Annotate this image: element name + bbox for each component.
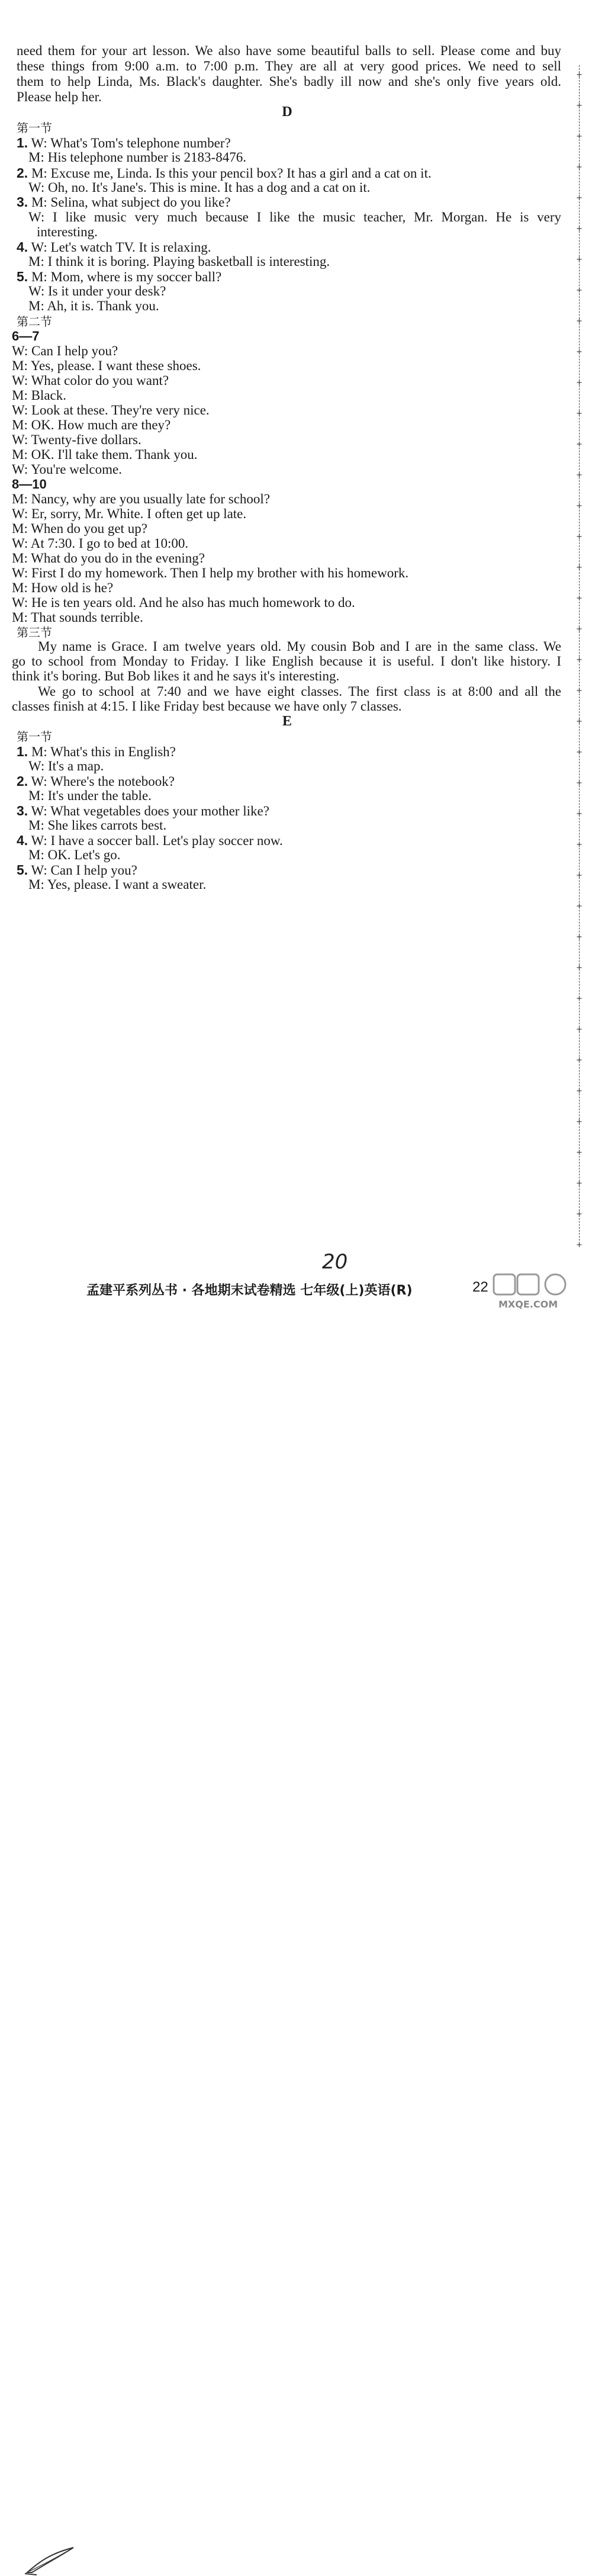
dialogue-line: W: Can I help you? [12,343,118,358]
question-number: 1. [17,135,28,150]
cut-mark: + [576,779,583,788]
cut-mark: + [576,1148,583,1157]
dialogue-line: W: I have a soccer ball. Let's play soccer now. [31,833,283,848]
story-line: go to school from Monday to Friday. I like English because it is useful. I don't like history. I [12,654,561,669]
cut-mark: + [576,1210,583,1219]
dialogue-line: M: Ah, it is. Thank you. [28,298,159,313]
part-label: 第一节 [17,730,52,744]
part-label: 第二节 [17,314,52,329]
dialogue-line: W: Where's the notebook? [31,774,175,789]
footer-series-text: 孟建平系列丛书 · 各地期末试卷精选 七年级(上)英语(R) [86,1283,413,1298]
dialogue-line: M: She likes carrots best. [28,818,167,833]
cut-mark: + [576,471,583,480]
part-label: 第三节 [17,625,52,640]
cut-mark: + [576,132,583,141]
question-number: 3. [17,803,28,818]
section-d-heading: D [282,104,292,120]
dialogue-line: M: Yes, please. I want these shoes. [12,358,201,373]
dialogue-line: M: Black. [12,388,66,403]
dialogue-line: W: Twenty-five dollars. [12,432,141,447]
cut-mark: + [576,686,583,695]
dialogue-line: M: What do you do in the evening? [12,551,205,566]
cut-mark: + [576,224,583,233]
dialogue-line: M: Yes, please. I want a sweater. [28,877,207,892]
dialogue-line: W: You're welcome. [12,462,122,477]
dialogue-line: W: I like music very much because I like the music teacher, Mr. Morgan. He is very [28,210,561,224]
dialogue-line: M: It's under the table. [28,788,152,803]
cut-mark: + [576,902,583,911]
cut-mark: + [576,317,583,326]
intro-line: them to help Linda, Ms. Black's daughter. She's badly ill now and she's only five years old. [17,74,561,89]
question-number: 2. [17,773,28,789]
dialogue-line: M: OK. How much are they? [12,417,171,432]
cut-mark: + [576,717,583,726]
cut-mark: + [576,70,583,79]
dialogue-line: W: Let's watch TV. It is relaxing. [31,240,211,255]
cut-mark: + [576,871,583,880]
question-number: 3. [17,194,28,210]
cut-mark: + [576,1179,583,1188]
dialogue-line: W: What color do you want? [12,373,169,388]
intro-line: these things from 9:00 a.m. to 7:00 p.m. They are all at very good prices. We need to sell [17,59,561,73]
dialogue-line: M: Nancy, why are you usually late for school? [12,492,271,506]
dialogue-line: W: Can I help you? [31,863,137,878]
dialogue-line: M: What's this in English? [31,744,176,759]
cut-mark: + [576,378,583,387]
question-number: 2. [17,165,28,181]
cut-mark: + [576,409,583,418]
dialogue-line: W: It's a map. [28,759,104,773]
story-line: My name is Grace. I am twelve years old. My cousin Bob and I are in the same class. We [38,639,561,654]
intro-line: need them for your art lesson. We also have some beautiful balls to sell. Please come and buy [17,43,561,58]
part-label: 第一节 [17,121,52,135]
dialogue-line: W: He is ten years old. And he also has much homework to do. [12,595,355,610]
cut-mark: + [576,963,583,972]
cut-mark: + [576,440,583,449]
dialogue-line: M: OK. Let's go. [28,847,121,862]
dialogue-line: W: Er, sorry, Mr. White. I often get up late. [12,506,247,521]
section-e-heading: E [282,714,292,729]
cut-mark: + [576,255,583,264]
page-number: 22 [472,1279,488,1295]
question-number: 4. [17,239,28,255]
binding-cut-line [579,65,580,1244]
question-number: 1. [17,744,28,759]
dialogue-line: M: Mom, where is my soccer ball? [31,269,222,284]
dialogue-line: M: Excuse me, Linda. Is this your pencil box? It has a girl and a cat on it. [31,166,432,181]
cut-mark: + [576,1025,583,1034]
dialogue-line: W: What's Tom's telephone number? [31,136,231,150]
question-number: 4. [17,833,28,848]
dialogue-line: W: At 7:30. I go to bed at 10:00. [12,536,189,551]
watermark-text: MXQE.COM [498,1299,558,1310]
handwritten-note-text: 20 [322,1250,348,1274]
dialogue-line: M: That sounds terrible. [12,610,143,625]
cut-mark: + [576,194,583,203]
dialogue-line: W: First I do my homework. Then I help my brother with his homework. [12,566,409,580]
handwritten-note [320,1248,361,1274]
group-title: 6—7 [12,329,40,343]
dialogue-line: M: Selina, what subject do you like? [31,195,231,210]
dialogue-line: M: When do you get up? [12,521,147,536]
question-number: 5. [17,269,28,284]
intro-line: Please help her. [17,89,102,104]
story-line: classes finish at 4:15. I like Friday best because we have only 7 classes. [12,699,402,714]
cut-mark: + [576,348,583,356]
cut-mark: + [576,286,583,295]
dialogue-line: W: Look at these. They're very nice. [12,403,210,417]
site-watermark-logo [491,1273,589,1311]
cut-mark: + [576,933,583,942]
dialogue-line: M: OK. I'll take them. Thank you. [12,447,198,462]
dialogue-line: M: I think it is boring. Playing basketball is interesting. [28,254,330,269]
cut-mark: + [576,532,583,541]
dialogue-line: M: How old is he? [12,580,114,595]
dialogue-line: interesting. [37,224,98,239]
story-line: We go to school at 7:40 and we have eight classes. The first class is at 8:00 and all the [38,684,561,699]
cut-mark: + [576,563,583,572]
cut-mark: + [576,810,583,818]
question-number: 5. [17,862,28,878]
cut-mark: + [576,1056,583,1065]
cut-mark: + [576,625,583,634]
dialogue-line: W: Is it under your desk? [28,284,166,298]
cut-mark: + [576,1087,583,1096]
dialogue-line: W: What vegetables does your mother like? [31,804,269,818]
cut-mark: + [576,994,583,1003]
group-title: 8—10 [12,477,47,492]
dialogue-line: M: His telephone number is 2183-8476. [28,150,246,165]
cut-mark: + [576,101,583,110]
cut-mark: + [576,656,583,664]
cut-mark: + [576,163,583,172]
cut-mark: + [576,748,583,757]
cut-mark: + [576,1117,583,1126]
dialogue-line: W: Oh, no. It's Jane's. This is mine. It has a dog and a cat on it. [28,180,371,195]
quill-logo-icon [24,2545,77,2576]
cut-mark: + [576,1241,583,1250]
cut-mark: + [576,594,583,603]
story-line: think it's boring. But Bob likes it and he says it's interesting. [12,669,340,683]
cut-mark: + [576,502,583,510]
cut-mark: + [576,840,583,849]
